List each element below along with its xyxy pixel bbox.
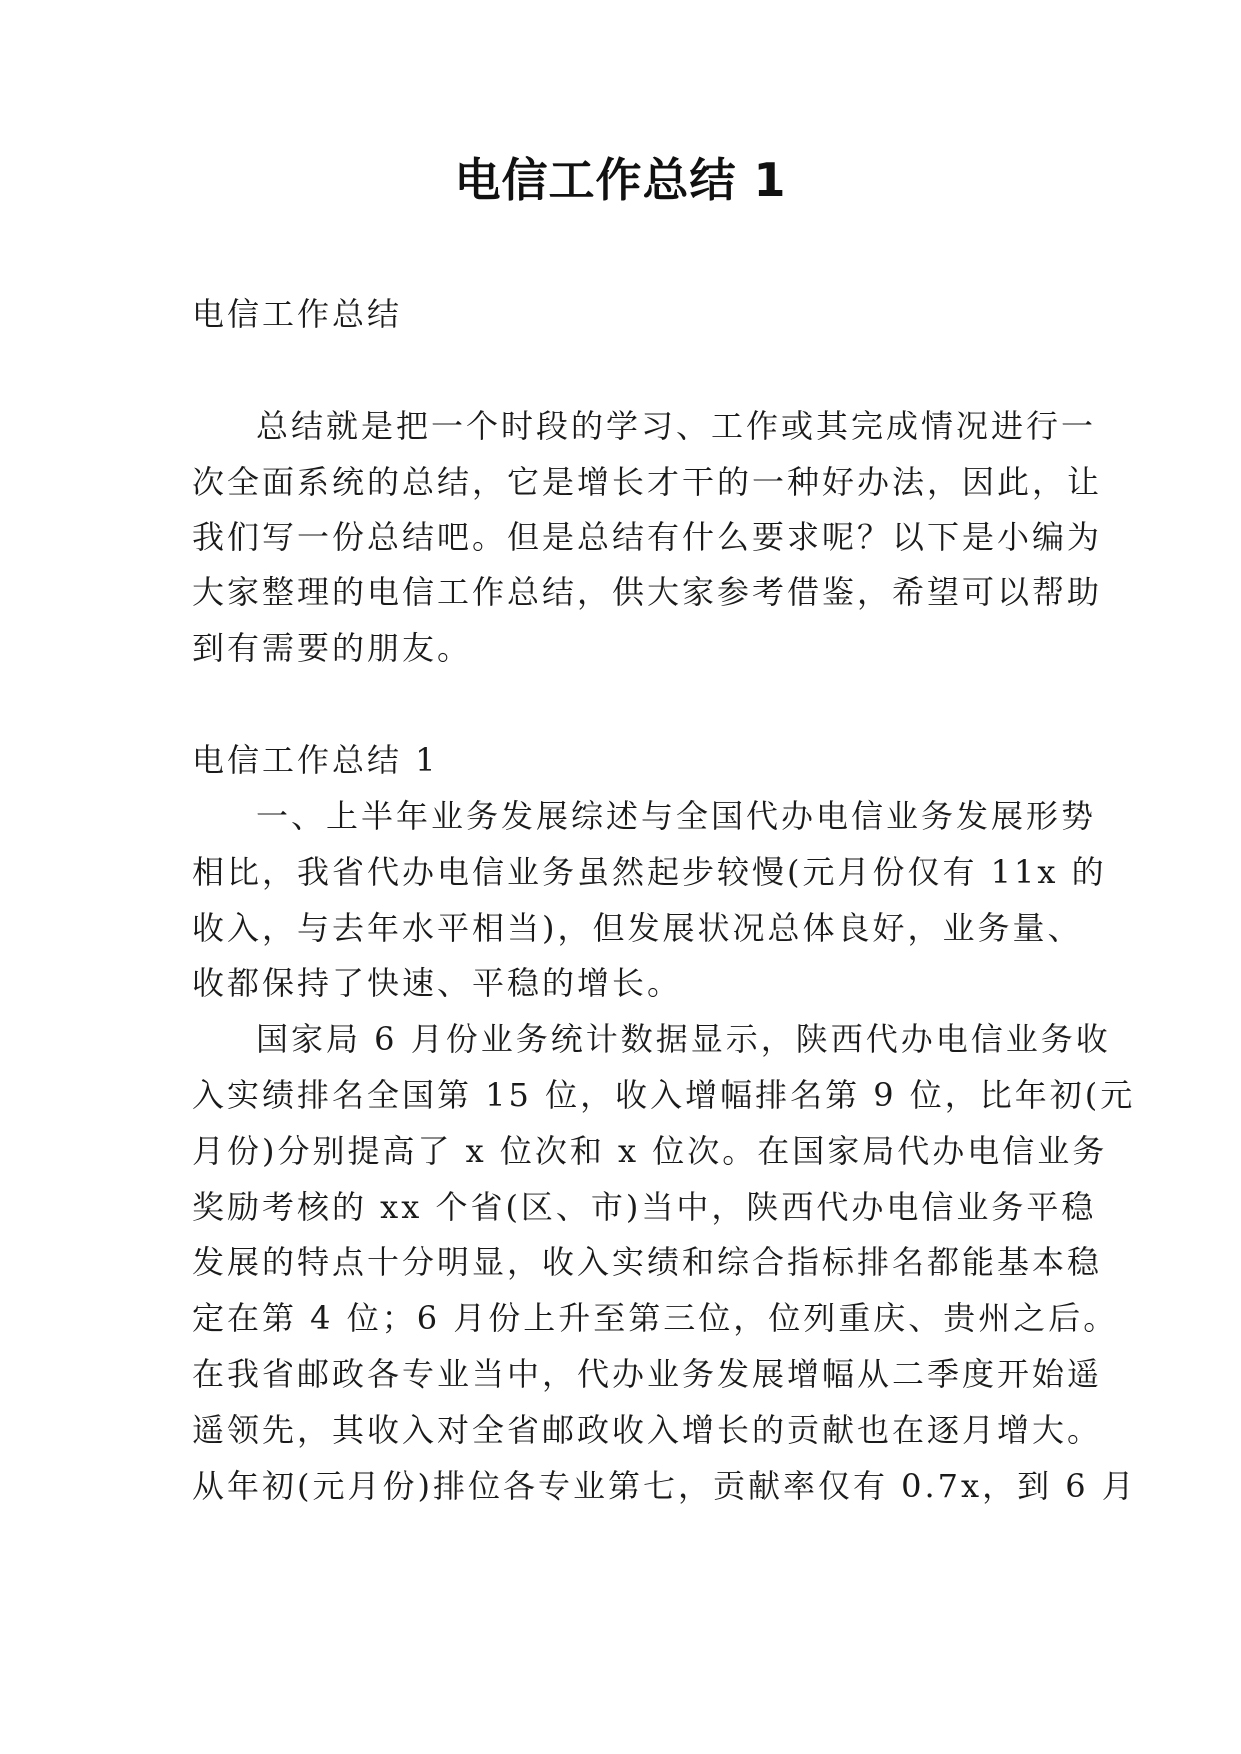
paragraph-line: 月份)分别提高了 x 位次和 x 位次。在国家局代办电信业务 [192, 1132, 1108, 1170]
paragraph-line: 定在第 4 位；6 月份上升至第三位，位列重庆、贵州之后。 [192, 1299, 1119, 1337]
intro-line: 总结就是把一个时段的学习、工作或其完成情况进行一 [256, 407, 1097, 445]
intro-line: 我们写一份总结吧。但是总结有什么要求呢？以下是小编为 [192, 518, 1103, 556]
paragraph-line: 国家局 6 月份业务统计数据显示，陕西代办电信业务收 [256, 1020, 1111, 1058]
document-title: 电信工作总结 1 [454, 153, 787, 207]
paragraph-line: 从年初(元月份)排位各专业第七，贡献率仅有 0.7x，到 6 月 [192, 1467, 1137, 1505]
document-subtitle: 电信工作总结 [192, 295, 403, 333]
paragraph-line: 一、上半年业务发展综述与全国代办电信业务发展形势 [256, 797, 1097, 835]
intro-line: 次全面系统的总结，它是增长才干的一种好办法，因此，让 [192, 463, 1103, 501]
paragraph-line: 相比，我省代办电信业务虽然起步较慢(元月份仅有 11x 的 [192, 853, 1107, 891]
paragraph-line: 收都保持了快速、平稳的增长。 [192, 964, 683, 1002]
paragraph-line: 在我省邮政各专业当中，代办业务发展增幅从二季度开始遥 [192, 1355, 1103, 1393]
paragraph-line: 收入，与去年水平相当)，但发展状况总体良好，业务量、 [192, 909, 1083, 947]
intro-line: 大家整理的电信工作总结，供大家参考借鉴，希望可以帮助 [192, 573, 1103, 611]
paragraph-line: 发展的特点十分明显，收入实绩和综合指标排名都能基本稳 [192, 1243, 1103, 1281]
intro-line: 到有需要的朋友。 [192, 629, 473, 667]
paragraph-line: 遥领先，其收入对全省邮政收入增长的贡献也在逐月增大。 [192, 1411, 1103, 1449]
section-heading: 电信工作总结 1 [192, 741, 439, 779]
paragraph-line: 入实绩排名全国第 15 位，收入增幅排名第 9 位，比年初(元 [192, 1076, 1136, 1114]
paragraph-line: 奖励考核的 xx 个省(区、市)当中，陕西代办电信业务平稳 [192, 1188, 1097, 1226]
